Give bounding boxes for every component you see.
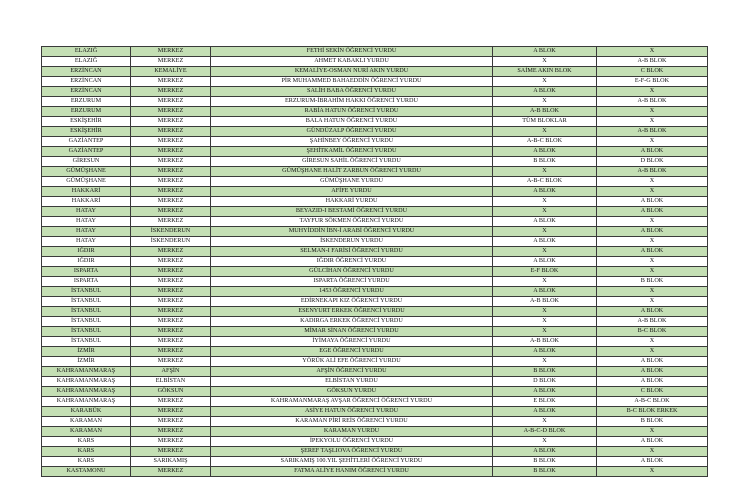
blocks-a-cell: X <box>493 167 597 177</box>
blocks-a-cell: A BLOK <box>493 87 597 97</box>
blocks-b-cell: A BLOK <box>597 197 708 207</box>
blocks-b-cell: X <box>597 117 708 127</box>
blocks-a-cell: X <box>493 437 597 447</box>
city-cell: KAHRAMANMARAŞ <box>42 387 131 397</box>
city-cell: KARS <box>42 437 131 447</box>
district-cell: MERKEZ <box>131 57 211 67</box>
table-row <box>42 157 708 167</box>
blocks-a-cell: X <box>493 97 597 107</box>
table-row <box>42 137 708 147</box>
city-cell: KASTAMONU <box>42 467 131 477</box>
blocks-b-cell: A BLOK <box>597 357 708 367</box>
blocks-b-cell: X <box>597 267 708 277</box>
blocks-b-cell: X <box>597 427 708 437</box>
table-row <box>42 427 708 437</box>
dormitory-cell: ERZURUM-İBRAHİM HAKKI ÖĞRENCİ YURDU <box>211 97 493 107</box>
city-cell: KARS <box>42 447 131 457</box>
city-cell: ERZURUM <box>42 97 131 107</box>
dormitory-cell: GİRESUN SAHİL ÖĞRENCİ YURDU <box>211 157 493 167</box>
blocks-b-cell: A BLOK <box>597 227 708 237</box>
district-cell: MERKEZ <box>131 257 211 267</box>
table-row <box>42 437 708 447</box>
city-cell: HATAY <box>42 217 131 227</box>
table-row <box>42 117 708 127</box>
district-cell: MERKEZ <box>131 97 211 107</box>
blocks-a-cell: X <box>493 77 597 87</box>
dormitory-cell: BALA HATUN ÖĞRENCİ YURDU <box>211 117 493 127</box>
blocks-a-cell: A-B BLOK <box>493 337 597 347</box>
blocks-a-cell: X <box>493 277 597 287</box>
blocks-a-cell: A BLOK <box>493 447 597 457</box>
blocks-b-cell: A-B BLOK <box>597 97 708 107</box>
district-cell: MERKEZ <box>131 467 211 477</box>
blocks-a-cell: X <box>493 417 597 427</box>
city-cell: İSTANBUL <box>42 337 131 347</box>
dormitory-cell: KARAMAN PİRİ REİS ÖĞRENCİ YURDU <box>211 417 493 427</box>
dormitory-cell: MİMAR SİNAN ÖĞRENCİ YURDU <box>211 327 493 337</box>
blocks-b-cell: A-B BLOK <box>597 127 708 137</box>
city-cell: GAZİANTEP <box>42 147 131 157</box>
city-cell: IĞDIR <box>42 247 131 257</box>
city-cell: ESKİŞEHİR <box>42 117 131 127</box>
blocks-b-cell: X <box>597 467 708 477</box>
city-cell: GÜMÜŞHANE <box>42 167 131 177</box>
dormitory-cell: GÖKSUN YURDU <box>211 387 493 397</box>
district-cell: MERKEZ <box>131 127 211 137</box>
district-cell: MERKEZ <box>131 177 211 187</box>
table-row <box>42 47 708 57</box>
blocks-b-cell: X <box>597 187 708 197</box>
blocks-b-cell: X <box>597 297 708 307</box>
city-cell: KARABÜK <box>42 407 131 417</box>
blocks-a-cell: B BLOK <box>493 467 597 477</box>
blocks-b-cell: X <box>597 447 708 457</box>
city-cell: ELAZIĞ <box>42 57 131 67</box>
district-cell: MERKEZ <box>131 187 211 197</box>
city-cell: İSTANBUL <box>42 297 131 307</box>
blocks-b-cell: X <box>597 217 708 227</box>
district-cell: MERKEZ <box>131 437 211 447</box>
dormitory-cell: İPEKYOLU ÖĞRENCİ YURDU <box>211 437 493 447</box>
city-cell: KARAMAN <box>42 417 131 427</box>
dormitory-cell: ISPARTA ÖĞRENCİ YURDU <box>211 277 493 287</box>
dormitory-cell: MUHYİDDİN İBN-İ ARABİ ÖĞRENCİ YURDU <box>211 227 493 237</box>
blocks-b-cell: X <box>597 237 708 247</box>
blocks-b-cell: A BLOK <box>597 437 708 447</box>
blocks-a-cell: X <box>493 317 597 327</box>
blocks-a-cell: A-B-C-D BLOK <box>493 427 597 437</box>
table-row <box>42 57 708 67</box>
blocks-b-cell: X <box>597 337 708 347</box>
blocks-b-cell: A BLOK <box>597 247 708 257</box>
city-cell: İSTANBUL <box>42 327 131 337</box>
blocks-b-cell: A-B BLOK <box>597 317 708 327</box>
blocks-a-cell: A-B BLOK <box>493 107 597 117</box>
blocks-b-cell: X <box>597 257 708 267</box>
blocks-b-cell: A BLOK <box>597 377 708 387</box>
blocks-a-cell: X <box>493 57 597 67</box>
district-cell: MERKEZ <box>131 277 211 287</box>
district-cell: ELBİSTAN <box>131 377 211 387</box>
blocks-a-cell: X <box>493 357 597 367</box>
blocks-a-cell: E-F BLOK <box>493 267 597 277</box>
blocks-b-cell: A BLOK <box>597 207 708 217</box>
blocks-a-cell: A BLOK <box>493 187 597 197</box>
table-row <box>42 97 708 107</box>
blocks-b-cell: A BLOK <box>597 457 708 467</box>
district-cell: MERKEZ <box>131 347 211 357</box>
dormitory-cell: ESENYURT ERKEK ÖĞRENCİ YURDU <box>211 307 493 317</box>
dormitory-cell: ASİYE HATUN ÖĞRENCİ YURDU <box>211 407 493 417</box>
district-cell: MERKEZ <box>131 327 211 337</box>
dormitory-cell: SELMAN-I FARİSİ ÖĞRENCİ YURDU <box>211 247 493 257</box>
table-row <box>42 187 708 197</box>
table-row <box>42 337 708 347</box>
blocks-a-cell: A BLOK <box>493 47 597 57</box>
dormitory-cell: YÖRÜK ALİ EFE ÖĞRENCİ YURDU <box>211 357 493 367</box>
district-cell: MERKEZ <box>131 147 211 157</box>
district-cell: MERKEZ <box>131 217 211 227</box>
city-cell: İZMİR <box>42 357 131 367</box>
dormitory-table <box>41 46 708 477</box>
blocks-a-cell: A BLOK <box>493 257 597 267</box>
district-cell: MERKEZ <box>131 107 211 117</box>
blocks-b-cell: X <box>597 47 708 57</box>
table-row <box>42 177 708 187</box>
blocks-a-cell: X <box>493 207 597 217</box>
district-cell: MERKEZ <box>131 247 211 257</box>
dormitory-cell: SARIKAMIŞ 100.YIL ŞEHİTLERİ ÖĞRENCİ YURDU <box>211 457 493 467</box>
dormitory-cell: İYİMAYA ÖĞRENCİ YURDU <box>211 337 493 347</box>
city-cell: GÜMÜŞHANE <box>42 177 131 187</box>
table-row <box>42 317 708 327</box>
blocks-a-cell: B BLOK <box>493 157 597 167</box>
table-row <box>42 77 708 87</box>
dormitory-cell: SALİH BABA ÖĞRENCİ YURDU <box>211 87 493 97</box>
dormitory-cell: EDİRNEKAPI KIZ ÖĞRENCİ YURDU <box>211 297 493 307</box>
district-cell: MERKEZ <box>131 417 211 427</box>
blocks-a-cell: A BLOK <box>493 287 597 297</box>
district-cell: İSKENDERUN <box>131 227 211 237</box>
dormitory-cell: GÜLCİHAN ÖĞRENCİ YURDU <box>211 267 493 277</box>
dormitory-cell: FETHİ SEKİN ÖĞRENCİ YURDU <box>211 47 493 57</box>
blocks-b-cell: X <box>597 347 708 357</box>
blocks-b-cell: B BLOK <box>597 277 708 287</box>
district-cell: MERKEZ <box>131 87 211 97</box>
table-row <box>42 287 708 297</box>
blocks-b-cell: X <box>597 87 708 97</box>
city-cell: HAKKARİ <box>42 187 131 197</box>
table-row <box>42 377 708 387</box>
table-row <box>42 217 708 227</box>
district-cell: MERKEZ <box>131 447 211 457</box>
city-cell: İSTANBUL <box>42 317 131 327</box>
table-row <box>42 237 708 247</box>
district-cell: MERKEZ <box>131 357 211 367</box>
district-cell: MERKEZ <box>131 157 211 167</box>
blocks-a-cell: A-B-C BLOK <box>493 137 597 147</box>
blocks-a-cell: A-B-C BLOK <box>493 177 597 187</box>
dormitory-cell: KEMALİYE-OSMAN NURİ AKIN YURDU <box>211 67 493 77</box>
district-cell: MERKEZ <box>131 117 211 127</box>
city-cell: ERZİNCAN <box>42 87 131 97</box>
blocks-a-cell: X <box>493 127 597 137</box>
table-row <box>42 227 708 237</box>
blocks-a-cell: X <box>493 227 597 237</box>
city-cell: IĞDIR <box>42 257 131 267</box>
city-cell: ISPARTA <box>42 267 131 277</box>
dormitory-cell: PİR MUHAMMED BAHAEDDİN ÖĞRENCİ YURDU <box>211 77 493 87</box>
blocks-b-cell: C BLOK <box>597 67 708 77</box>
blocks-a-cell: X <box>493 327 597 337</box>
blocks-a-cell: A-B BLOK <box>493 297 597 307</box>
dormitory-cell: HAKKARİ YURDU <box>211 197 493 207</box>
table-row <box>42 297 708 307</box>
district-cell: MERKEZ <box>131 47 211 57</box>
dormitory-cell: AHMET KABAKLI YURDU <box>211 57 493 67</box>
table-row <box>42 347 708 357</box>
city-cell: ERZİNCAN <box>42 67 131 77</box>
district-cell: MERKEZ <box>131 427 211 437</box>
district-cell: MERKEZ <box>131 77 211 87</box>
blocks-b-cell: B-C BLOK ERKEK <box>597 407 708 417</box>
district-cell: MERKEZ <box>131 307 211 317</box>
blocks-a-cell: TÜM BLOKLAR <box>493 117 597 127</box>
district-cell: KEMALİYE <box>131 67 211 77</box>
district-cell: MERKEZ <box>131 267 211 277</box>
blocks-a-cell: X <box>493 247 597 257</box>
table-row <box>42 267 708 277</box>
dormitory-cell: ŞAHİNBEY ÖĞRENCİ YURDU <box>211 137 493 147</box>
blocks-a-cell: D BLOK <box>493 377 597 387</box>
city-cell: HATAY <box>42 227 131 237</box>
district-cell: MERKEZ <box>131 317 211 327</box>
district-cell: MERKEZ <box>131 397 211 407</box>
table-row <box>42 257 708 267</box>
district-cell: MERKEZ <box>131 137 211 147</box>
dormitory-cell: ELBİSTAN YURDU <box>211 377 493 387</box>
table-row <box>42 387 708 397</box>
table-row <box>42 207 708 217</box>
table-row <box>42 357 708 367</box>
table-row <box>42 167 708 177</box>
city-cell: İSTANBUL <box>42 287 131 297</box>
district-cell: MERKEZ <box>131 337 211 347</box>
district-cell: GÖKSUN <box>131 387 211 397</box>
table-body <box>42 47 708 477</box>
blocks-a-cell: A BLOK <box>493 217 597 227</box>
dormitory-cell: AFŞİN ÖĞRENCİ YURDU <box>211 367 493 377</box>
table-row <box>42 467 708 477</box>
dormitory-cell: 1453 ÖĞRENCİ YURDU <box>211 287 493 297</box>
dormitory-cell: ŞEREF TAŞLIOVA ÖĞRENCİ YURDU <box>211 447 493 457</box>
district-cell: MERKEZ <box>131 297 211 307</box>
dormitory-cell: KAHRAMANMARAŞ AVŞAR ÖĞRENCİ ÖĞRENCİ YURDU <box>211 397 493 407</box>
table-row <box>42 247 708 257</box>
blocks-b-cell: A-B BLOK <box>597 167 708 177</box>
city-cell: İSTANBUL <box>42 307 131 317</box>
city-cell: HATAY <box>42 237 131 247</box>
city-cell: KAHRAMANMARAŞ <box>42 397 131 407</box>
dormitory-cell: GÜMÜŞHANE YURDU <box>211 177 493 187</box>
district-cell: SARIKAMIŞ <box>131 457 211 467</box>
blocks-a-cell: A BLOK <box>493 147 597 157</box>
table-row <box>42 447 708 457</box>
city-cell: ISPARTA <box>42 277 131 287</box>
blocks-b-cell: A-B-C BLOK <box>597 397 708 407</box>
table-row <box>42 87 708 97</box>
blocks-b-cell: D BLOK <box>597 157 708 167</box>
blocks-b-cell: B-C BLOK <box>597 327 708 337</box>
blocks-a-cell: SAİME AKIN BLOK <box>493 67 597 77</box>
blocks-a-cell: A BLOK <box>493 407 597 417</box>
dormitory-cell: GÜMÜŞHANE HALİT ZARBUN ÖĞRENCİ YURDU <box>211 167 493 177</box>
blocks-a-cell: X <box>493 197 597 207</box>
table-row <box>42 277 708 287</box>
blocks-a-cell: A BLOK <box>493 347 597 357</box>
city-cell: HAKKARİ <box>42 197 131 207</box>
dormitory-cell: RABİA HATUN ÖĞRENCİ YURDU <box>211 107 493 117</box>
blocks-b-cell: C BLOK <box>597 387 708 397</box>
blocks-a-cell: E BLOK <box>493 397 597 407</box>
blocks-a-cell: A BLOK <box>493 387 597 397</box>
table-row <box>42 307 708 317</box>
blocks-b-cell: A BLOK <box>597 367 708 377</box>
blocks-a-cell: B BLOK <box>493 457 597 467</box>
table-row <box>42 397 708 407</box>
city-cell: İZMİR <box>42 347 131 357</box>
city-cell: ESKİŞEHİR <box>42 127 131 137</box>
blocks-b-cell: X <box>597 137 708 147</box>
city-cell: KAHRAMANMARAŞ <box>42 367 131 377</box>
district-cell: MERKEZ <box>131 407 211 417</box>
blocks-b-cell: A BLOK <box>597 147 708 157</box>
blocks-a-cell: X <box>493 307 597 317</box>
table-row <box>42 367 708 377</box>
city-cell: GAZİANTEP <box>42 137 131 147</box>
dormitory-cell: ŞEHİTKAMİL ÖĞRENCİ YURDU <box>211 147 493 157</box>
dormitory-cell: TAYFUR SÖKMEN ÖĞRENCİ YURDU <box>211 217 493 227</box>
table-row <box>42 457 708 467</box>
district-cell: İSKENDERUN <box>131 237 211 247</box>
table-row <box>42 67 708 77</box>
dormitory-cell: IĞDIR ÖĞRENCİ YURDU <box>211 257 493 267</box>
blocks-b-cell: A-B BLOK <box>597 57 708 67</box>
table-row <box>42 147 708 157</box>
table-row <box>42 407 708 417</box>
table-row <box>42 127 708 137</box>
district-cell: MERKEZ <box>131 207 211 217</box>
table-row <box>42 417 708 427</box>
district-cell: AFŞİN <box>131 367 211 377</box>
city-cell: GİRESUN <box>42 157 131 167</box>
dormitory-cell: GÜNDÜZALP ÖĞRENCİ YURDU <box>211 127 493 137</box>
dormitory-cell: EGE ÖĞRENCİ YURDU <box>211 347 493 357</box>
blocks-a-cell: B BLOK <box>493 367 597 377</box>
table-row <box>42 107 708 117</box>
dormitory-cell: BEYAZID-I BESTAMİ ÖĞRENCİ YURDU <box>211 207 493 217</box>
blocks-b-cell: E-F-G BLOK <box>597 77 708 87</box>
dormitory-cell: AFİFE YURDU <box>211 187 493 197</box>
dormitory-cell: KARAMAN YURDU <box>211 427 493 437</box>
blocks-b-cell: X <box>597 177 708 187</box>
city-cell: HATAY <box>42 207 131 217</box>
city-cell: ERZURUM <box>42 107 131 117</box>
district-cell: MERKEZ <box>131 167 211 177</box>
city-cell: ELAZIĞ <box>42 47 131 57</box>
dormitory-cell: İSKENDERUN YURDU <box>211 237 493 247</box>
dormitory-cell: KADIRGA ERKEK ÖĞRENCİ YURDU <box>211 317 493 327</box>
district-cell: MERKEZ <box>131 197 211 207</box>
district-cell: MERKEZ <box>131 287 211 297</box>
table-row <box>42 327 708 337</box>
city-cell: ERZİNCAN <box>42 77 131 87</box>
blocks-b-cell: B BLOK <box>597 417 708 427</box>
blocks-b-cell: X <box>597 287 708 297</box>
table-row <box>42 197 708 207</box>
dormitory-cell: FATMA ALİYE HANIM ÖĞRENCİ YURDU <box>211 467 493 477</box>
blocks-a-cell: A BLOK <box>493 237 597 247</box>
city-cell: KAHRAMANMARAŞ <box>42 377 131 387</box>
blocks-b-cell: X <box>597 107 708 117</box>
blocks-b-cell: A BLOK <box>597 307 708 317</box>
city-cell: KARS <box>42 457 131 467</box>
city-cell: KARAMAN <box>42 427 131 437</box>
